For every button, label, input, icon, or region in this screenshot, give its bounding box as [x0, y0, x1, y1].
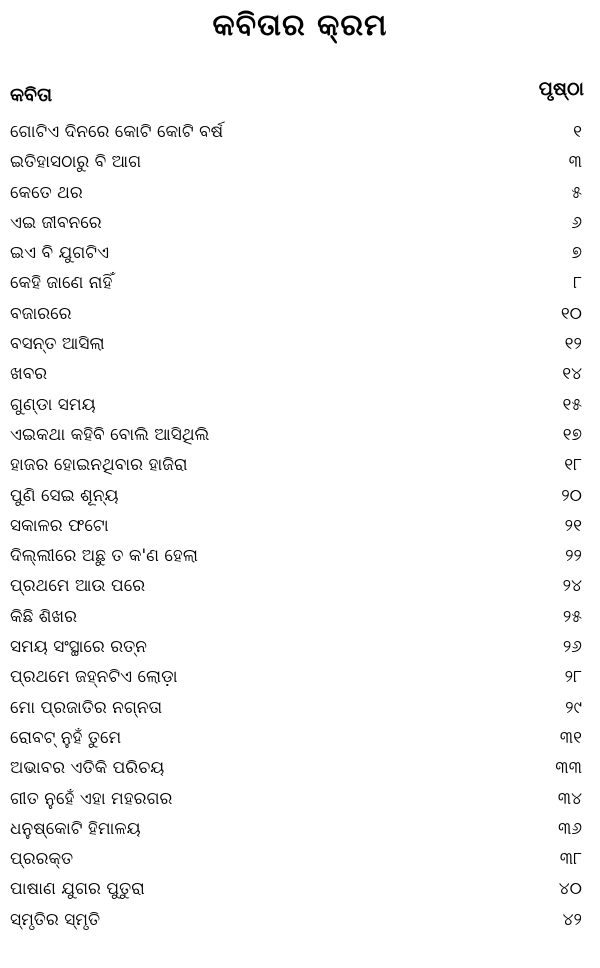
toc-entry — [10, 602, 590, 632]
toc-entry-title: ଗୁଣ୍ଡା ସମୟ — [10, 394, 96, 415]
toc-entry-page: ୩୪ — [557, 788, 582, 809]
toc-entry-title: ହାଜର ହୋଇନଥିବାର ହାଜିରା — [10, 455, 188, 476]
toc-entry-title: ପ୍ରରକ୍ତ — [10, 849, 74, 870]
toc-entry-page: ୪୨ — [562, 909, 582, 930]
toc-entry-title: ବସନ୍ତ ଆସିଲା — [10, 334, 105, 355]
toc-entry-title: ଏଇ ଜୀବନରେ — [10, 212, 102, 233]
toc-entry-title: ସକାଳର ଫଟୋ — [10, 515, 109, 536]
toc-entry — [10, 299, 590, 329]
toc-entry-title: ଗୋଟିଏ ଦିନରେ କୋଟି କୋଟି ବର୍ଷ — [10, 122, 224, 142]
toc-entry — [10, 268, 590, 298]
toc-entry-title: ପ୍ରଥମେ ଜହ୍ନଟିଏ ଲୋଡ଼ା — [10, 667, 178, 688]
toc-entry — [10, 117, 590, 147]
page-column-header: ପୃଷ୍ଠା — [538, 78, 584, 100]
toc-entry — [10, 784, 590, 814]
toc-entry-page: ୫ — [571, 182, 582, 203]
toc-entry-page: ୩୩ — [555, 758, 582, 779]
toc-list — [10, 117, 590, 935]
toc-entry — [10, 329, 590, 359]
toc-entry-page: ୨୮ — [564, 667, 582, 688]
toc-entry-title: ଦିଲ୍ଲୀରେ ଅଛୁ ତ କ'ଣ ହେଲା — [10, 546, 198, 567]
toc-entry-title: ମୋ ପ୍ରଜାତିର ନଗ୍ନତା — [10, 697, 163, 718]
toc-entry — [10, 178, 590, 208]
toc-entry-title: ଖବର — [10, 364, 48, 385]
toc-entry-title: ସମୟ ସଂସ୍ଥାରେ ରତ୍ନ — [10, 637, 147, 658]
toc-entry-title: ପୁଣି ସେଇ ଶୂନ୍ୟ — [10, 485, 119, 506]
toc-entry-page: ୮ — [573, 273, 582, 294]
toc-entry-page: ୬ — [571, 212, 582, 233]
toc-entry — [10, 753, 590, 783]
toc-entry-page: ୩୮ — [559, 849, 582, 870]
toc-entry — [10, 238, 590, 268]
toc-entry-page: ୧୦ — [560, 303, 582, 324]
toc-entry — [10, 450, 590, 480]
toc-entry — [10, 481, 590, 511]
toc-entry — [10, 632, 590, 662]
toc-entry — [10, 693, 590, 723]
toc-entry-title: କିଛି ଶିଖର — [10, 606, 77, 627]
toc-entry — [10, 723, 590, 753]
toc-entry-page: ୨୬ — [562, 637, 582, 658]
toc-entry-page: ୨୫ — [562, 606, 582, 627]
toc-entry-page: ୧୮ — [564, 455, 582, 476]
toc-entry-title: ଗୀତ ନୁହେଁ ଏହା ମହରଗର — [10, 788, 173, 809]
toc-entry-page: ୧୪ — [562, 364, 582, 385]
toc-entry-title: ପାଷାଣ ଯୁଗର ପୁତୁରା — [10, 879, 145, 900]
toc-entry-page: ୧୫ — [562, 394, 582, 415]
toc-entry — [10, 814, 590, 844]
toc-entry-page: ୩୧ — [559, 727, 582, 748]
toc-entry-page: ୨୨ — [565, 546, 582, 567]
toc-entry-title: ରୋବଟ୍ ନୁହଁ ତୁମେ — [10, 727, 122, 748]
poem-column-header: କବିତା — [10, 84, 53, 106]
toc-entry — [10, 359, 590, 389]
page-title: କବିତାର କ୍ରମ — [212, 8, 388, 43]
toc-entry-title: ସ୍ମୃତିର ସ୍ମୃତି — [10, 909, 101, 930]
toc-entry — [10, 390, 590, 420]
toc-entry-page: ୧ — [573, 122, 582, 142]
toc-entry-title: ଧନୁଷ୍କୋଟି ହିମାଳୟ — [10, 818, 141, 839]
toc-entry-page: ୧୭ — [562, 424, 582, 445]
toc-entry-page: ୨୦ — [561, 485, 582, 506]
toc-entry — [10, 147, 590, 177]
toc-entry-title: କେହି ଜାଣେ ନାହିଁ — [10, 273, 113, 294]
toc-entry-page: ୪୦ — [558, 879, 582, 900]
toc-entry-page: ୭ — [571, 243, 582, 264]
toc-entry-page: ୨୧ — [564, 515, 582, 536]
toc-entry — [10, 874, 590, 904]
toc-entry-title: କେତେ ଥର — [10, 182, 83, 203]
toc-entry — [10, 420, 590, 450]
toc-entry-page: ୨୪ — [562, 576, 582, 597]
toc-entry-title: ଅଭାବର ଏତିକି ପରିଚୟ — [10, 758, 165, 779]
toc-header — [10, 80, 590, 110]
toc-entry-page: ୨୯ — [565, 697, 582, 718]
toc-entry-title: ଇତିହାସଠାରୁ ବି ଆଗ — [10, 152, 142, 173]
toc-entry-title: ଇଏ ବି ଯୁଗଟିଏ — [10, 243, 110, 264]
toc-entry — [10, 208, 590, 238]
toc-entry-title: ପ୍ରଥମେ ଆଉ ପରେ — [10, 576, 146, 597]
toc-entry — [10, 905, 590, 935]
toc-entry — [10, 511, 590, 541]
toc-entry-page: ୩ — [568, 152, 582, 173]
toc-entry-title: ଏଇକଥା କହିବି ବୋଲି ଆସିଥିଲି — [10, 424, 210, 445]
toc-entry-page: ୩୬ — [557, 818, 582, 839]
toc-entry-title: ବଜାରରେ — [10, 303, 72, 324]
toc-entry — [10, 662, 590, 692]
toc-entry — [10, 541, 590, 571]
toc-entry — [10, 844, 590, 874]
toc-entry-page: ୧୨ — [564, 334, 582, 355]
toc-entry — [10, 571, 590, 601]
